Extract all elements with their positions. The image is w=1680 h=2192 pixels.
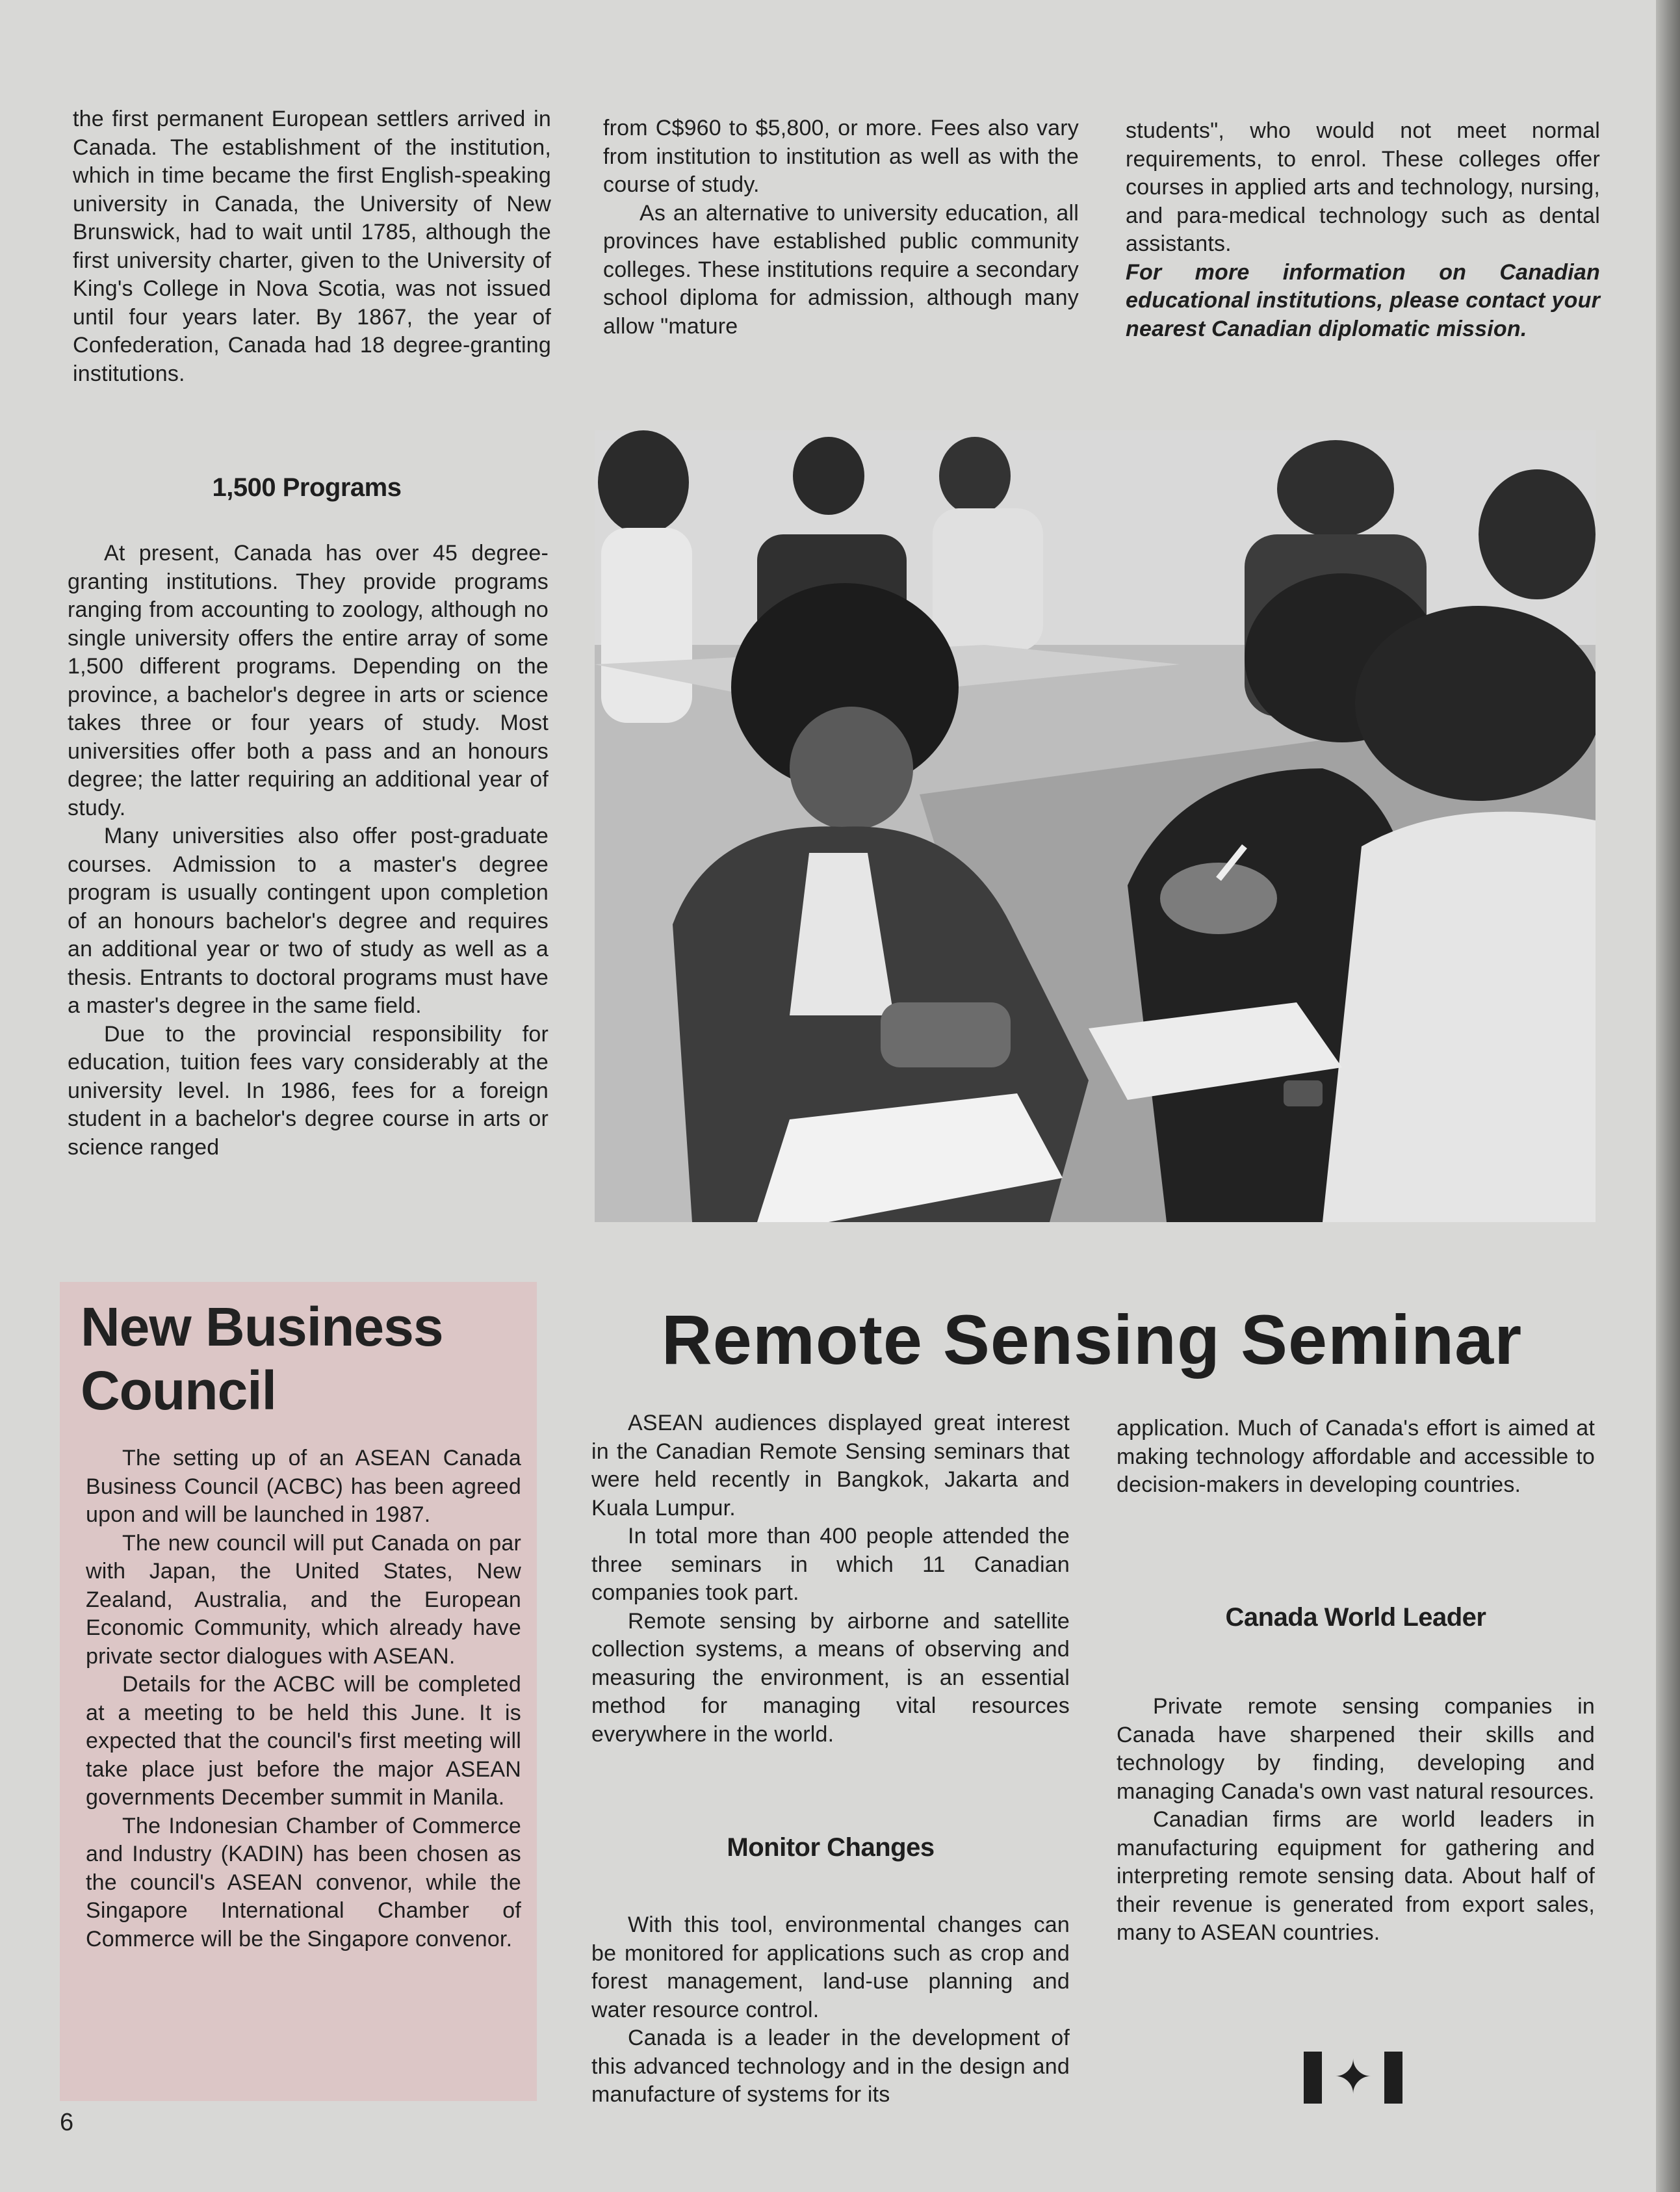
article-paragraph: Many universities also offer post-graduate courses. Admission to a master's degree program is usually contingent upon completion of an honours bachelor's degree and requires an additional year or two of study as well as a thesis. Entrants to doctoral programs must have a master's degree in the same field. [68, 824, 549, 1018]
article-paragraph: from C$960 to $5,800, or more. Fees also vary from institution to institution as well as with the course of study. [603, 116, 1079, 197]
article-paragraph: At present, Canada has over 45 degree-granting institutions. They provide programs ranging from accounting to zoology, although no single university offers the entire array of some 1,500 different programs. Depending on the province, a bachelor's degree in arts or science takes three or four years of study. Most universities offer both a pass and an honours degree; the latter requiring an additional year of study. [68, 541, 549, 820]
page-edge-shadow [1656, 0, 1680, 2192]
article-column-3 [1126, 117, 1600, 343]
article-column-2 [603, 114, 1079, 341]
article-paragraph: Canadian firms are world leaders in manufacturing equipment for gathering and interpreting remote sensing data. About half of their revenue is generated from export sales, many to ASEAN countries. [1117, 1807, 1595, 1945]
seminar-column-2 [1117, 1415, 1595, 1500]
leader-column [1117, 1693, 1595, 1948]
article-paragraph: With this tool, environmental changes can be monitored for applications such as crop and forest management, land-use planning and water resource control. [591, 1912, 1070, 2022]
sidebar-paragraph: The new council will put Canada on par with Japan, the United States, New Zealand, Australia, and the European Economic Community, which already have private sector dialogues with ASEAN. [86, 1530, 521, 1669]
article-column-1 [73, 105, 551, 388]
sidebar-paragraph: The setting up of an ASEAN Canada Business Council (ACBC) has been agreed upon and will be launched in 1987. [86, 1446, 521, 1527]
flag-right-bar [1384, 2052, 1402, 2104]
section-heading-monitor: Monitor Changes [727, 1833, 935, 1862]
monitor-column [591, 1911, 1070, 2109]
business-council-sidebar [60, 1282, 537, 2101]
article-paragraph: application. Much of Canada's effort is aimed at making technology affordable and accessible to decision-makers in developing countries. [1117, 1416, 1595, 1497]
classroom-students-photo-icon [595, 430, 1596, 1222]
contact-note: For more information on Canadian educational institutions, please contact your nearest Canadian diplomatic mission. [1126, 259, 1600, 341]
sidebar-body [86, 1444, 521, 1953]
programs-column [68, 540, 549, 1162]
article-paragraph: Canada is a leader in the development of this advanced technology and in the design and manufacture of systems for its [591, 2026, 1070, 2107]
section-heading-programs: 1,500 Programs [212, 473, 402, 502]
seminar-column-1 [591, 1409, 1070, 1749]
seminar-headline: Remote Sensing Seminar [661, 1300, 1523, 1379]
sidebar-paragraph: Details for the ACBC will be completed at a meeting to be held this June. It is expected that the council's first meeting will take place just before the major ASEAN governments December summit in Manila. [86, 1672, 521, 1810]
canada-flag-icon [1304, 2052, 1402, 2104]
article-paragraph: Remote sensing by airborne and satellite collection systems, a means of observing and measuring the environment, is an essential method for managing vital resources everywhere in the world. [591, 1608, 1070, 1747]
flag-left-bar [1304, 2052, 1322, 2104]
classroom-photo [595, 430, 1596, 1222]
article-paragraph: In total more than 400 people attended the three seminars in which 11 Canadian companies took part. [591, 1524, 1070, 1605]
sidebar-paragraph: The Indonesian Chamber of Commerce and Industry (KADIN) has been chosen as the council's ASEAN convenor, while the Singapore International Chamber of Commerce will be the Singapore convenor. [86, 1813, 521, 1951]
section-heading-leader: Canada World Leader [1225, 1603, 1486, 1632]
article-paragraph: Due to the provincial responsibility for education, tuition fees vary considerably at the university level. In 1986, fees for a foreign student in a bachelor's degree course in arts or science ranged [68, 1021, 549, 1160]
sidebar-title: New Business Council [81, 1296, 443, 1421]
page-number: 6 [60, 2109, 74, 2136]
article-paragraph: the first permanent European settlers arrived in Canada. The establishment of the institution, which in time became the first English-speaking university in Canada, the University of New Brunswick, had to wait until 1785, although the first university charter, given to the University of King's College in Nova Scotia, was not issued until four years later. By 1867, the year of Confederation, Canada had 18 degree-granting institutions. [73, 107, 551, 386]
article-paragraph: Private remote sensing companies in Canada have sharpened their skills and technology by finding, developing and managing Canada's own vast natural resources. [1117, 1694, 1595, 1804]
maple-leaf-icon: ✦ [1333, 2052, 1373, 2104]
article-paragraph: As an alternative to university education, all provinces have established public community colleges. These institutions require a secondary school diploma for admission, although many allow "mature [603, 200, 1079, 339]
article-paragraph: students", who would not meet normal requirements, to enrol. These colleges offer courses in applied arts and technology, nursing, and para-medical technology such as dental assistants. [1126, 118, 1600, 256]
article-paragraph: ASEAN audiences displayed great interest in the Canadian Remote Sensing seminars that were held recently in Bangkok, Jakarta and Kuala Lumpur. [591, 1411, 1070, 1520]
